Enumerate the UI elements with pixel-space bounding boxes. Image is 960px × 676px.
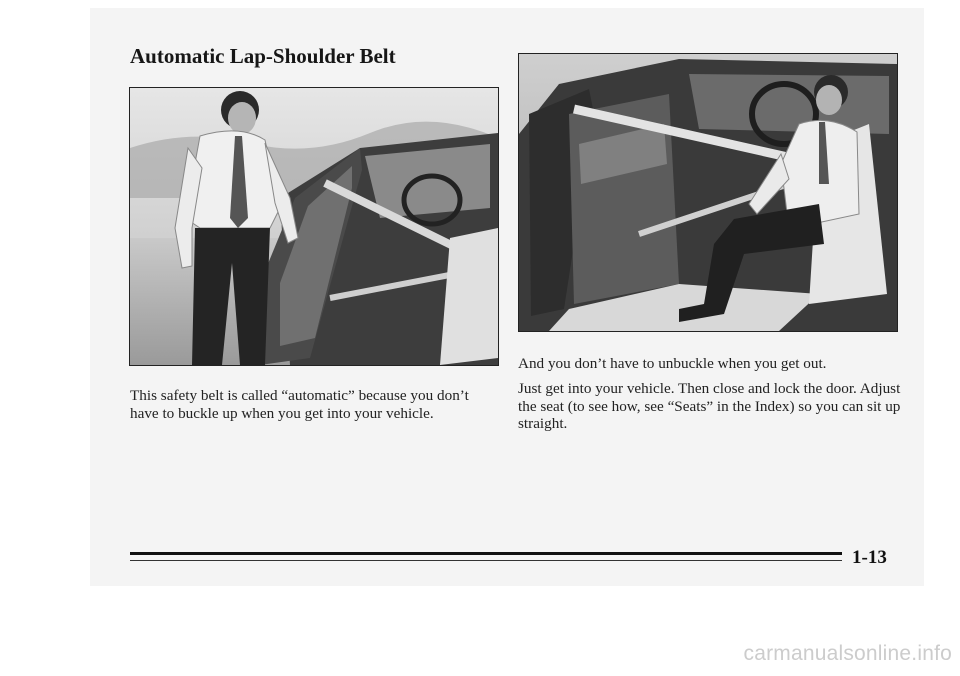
left-paragraph: This safety belt is called “automatic” because you don’t have to buckle up when you get into your vehicle.: [130, 387, 469, 422]
section-title: Automatic Lap-Shoulder Belt: [130, 44, 396, 68]
footer-rule-thin: [130, 560, 842, 561]
illustration-man-at-open-door: [129, 87, 499, 366]
illustration-man-at-open-door-drawing: [130, 88, 498, 365]
page-number: 1-13: [852, 547, 887, 568]
right-paragraph-1: And you don’t have to unbuckle when you get out.: [518, 355, 827, 372]
illustration-man-seated-with-belt-drawing: [519, 54, 897, 331]
right-paragraph-2: Just get into your vehicle. Then close and lock the door. Adjust the seat (to see how, see “Seats” in the Index) so you can sit up straight.: [518, 380, 901, 432]
illustration-man-seated-with-belt: [518, 53, 898, 332]
footer-rule-thick: [130, 552, 842, 555]
watermark-text[interactable]: carmanualsonline.info: [743, 642, 952, 665]
